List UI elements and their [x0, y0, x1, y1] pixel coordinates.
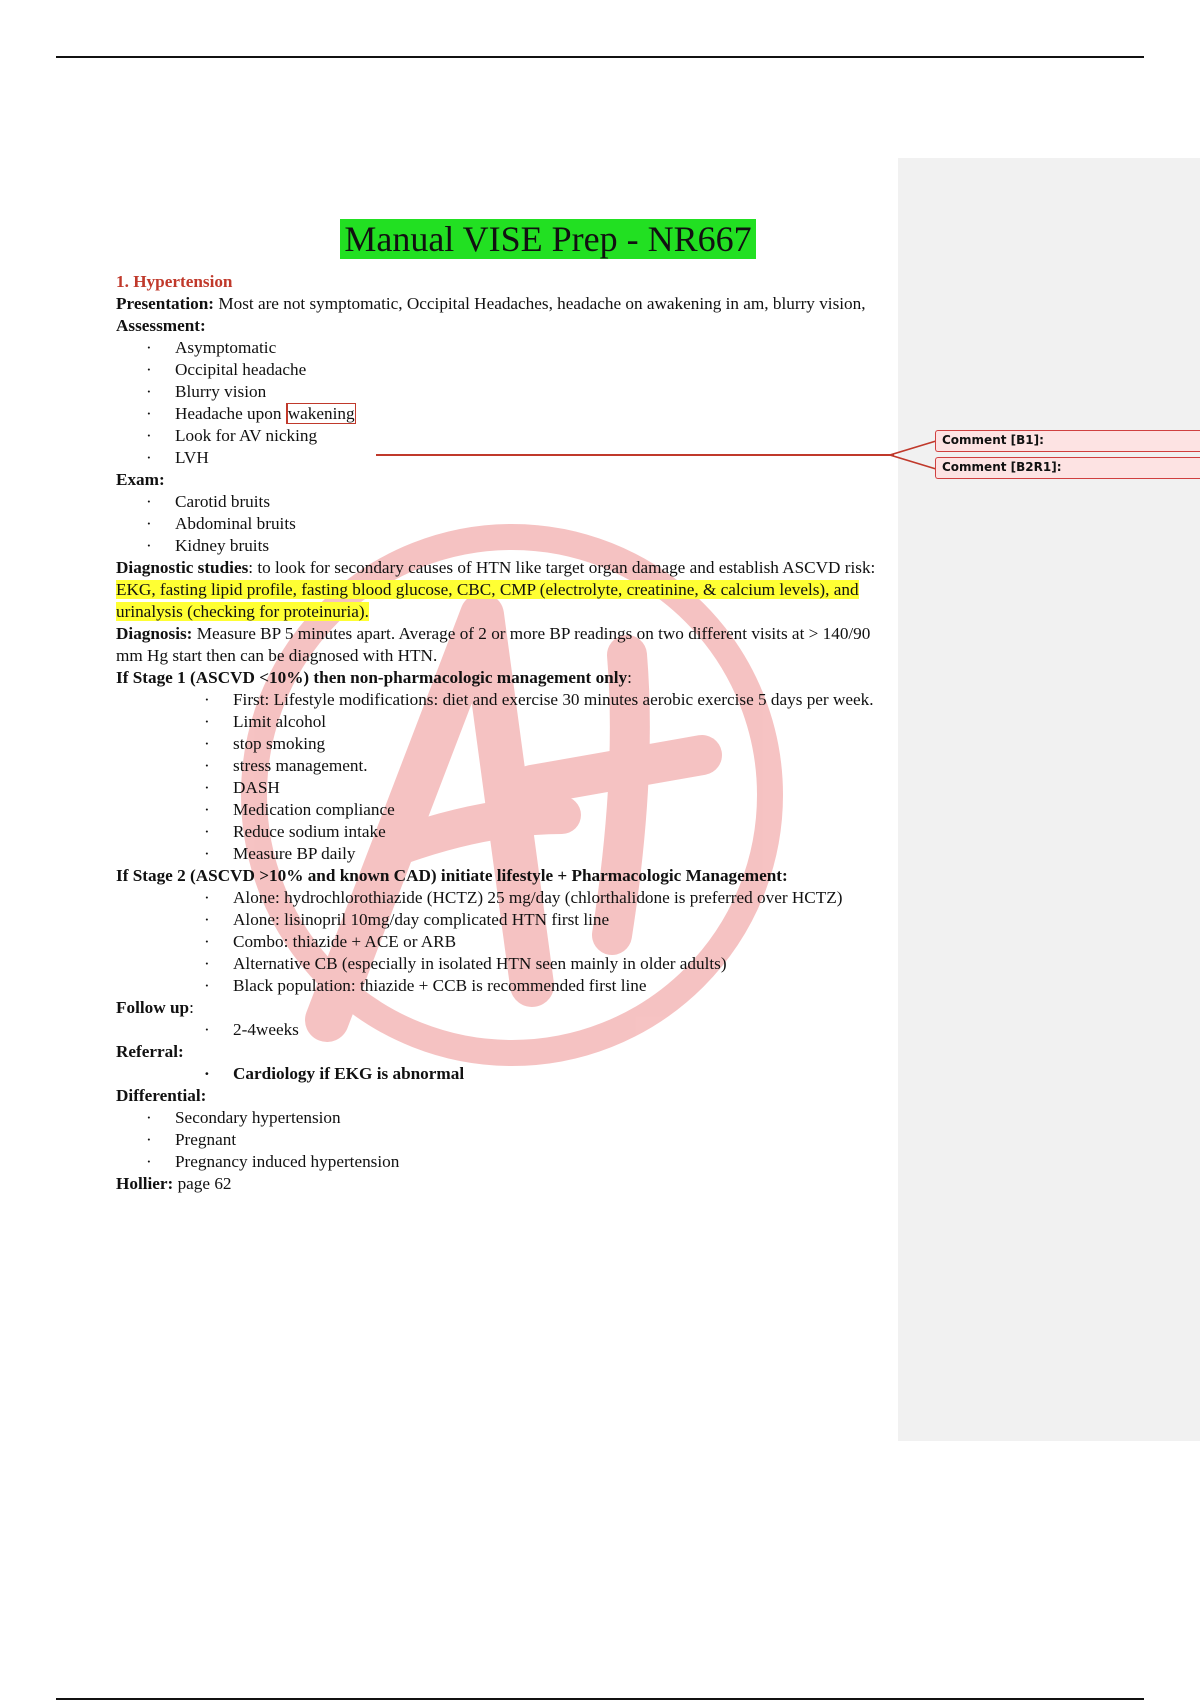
list-item: · Pregnancy induced hypertension	[116, 1151, 876, 1173]
comment-anchor[interactable]: wakening	[287, 404, 355, 423]
list-item: · Asymptomatic	[116, 337, 876, 359]
list-item: · stress management.	[116, 755, 876, 777]
top-rule	[56, 56, 1144, 58]
diagnosis-text: Measure BP 5 minutes apart. Average of 2 or more BP readings on two different visits at > 140/90 mm Hg start then can be diagnosed with HTN.	[116, 624, 871, 665]
hollier-text: page 62	[173, 1174, 232, 1193]
follow-up-label: Follow up	[116, 998, 190, 1017]
assessment-label: Assessment:	[116, 316, 206, 335]
presentation-paragraph	[116, 293, 876, 315]
presentation-text: Most are not symptomatic, Occipital Headaches, headache on awakening in am, blurry vision,	[214, 294, 866, 313]
list-item: · Secondary hypertension	[116, 1107, 876, 1129]
list-item: · Kidney bruits	[116, 535, 876, 557]
follow-up-heading	[116, 997, 876, 1019]
stage1-suffix: :	[627, 668, 632, 687]
document-title	[0, 218, 1096, 260]
stage2-list	[116, 887, 876, 997]
exam-label: Exam:	[116, 470, 165, 489]
comment-b1[interactable]: Comment [B1]:	[935, 430, 1200, 452]
list-item: · Alternative CB (especially in isolated HTN seen mainly in older adults)	[116, 953, 876, 975]
list-item: · First: Lifestyle modifications: diet and exercise 30 minutes aerobic exercise 5 days per week.	[116, 689, 876, 711]
diagnosis-label: Diagnosis:	[116, 624, 193, 643]
hollier-paragraph	[116, 1173, 876, 1195]
comment-connector-fork	[890, 436, 938, 480]
diagnosis-paragraph	[116, 623, 876, 667]
list-item: · Look for AV nicking	[116, 425, 876, 447]
diagnostic-studies-label: Diagnostic studies	[116, 558, 249, 577]
presentation-label: Presentation:	[116, 294, 215, 313]
referral-label: Referral:	[116, 1042, 184, 1061]
comment-connector-line	[376, 454, 894, 456]
follow-up-list	[116, 1019, 876, 1041]
list-item: · Occipital headache	[116, 359, 876, 381]
stage1-list	[116, 689, 876, 865]
list-item-text: Headache upon	[175, 404, 286, 423]
stage1-label: If Stage 1 (ASCVD <10%) then non-pharmacologic management only	[116, 668, 628, 687]
list-item: · LVH	[116, 447, 876, 469]
diagnostic-studies-text: : to look for secondary causes of HTN like target organ damage and establish ASCVD risk:	[248, 558, 876, 577]
list-item: · DASH	[116, 777, 876, 799]
exam-list	[116, 491, 876, 557]
list-item: · Black population: thiazide + CCB is recommended first line	[116, 975, 876, 997]
list-item: · 2-4weeks	[116, 1019, 876, 1041]
list-item: · Cardiology if EKG is abnormal	[116, 1063, 876, 1085]
diagnostic-studies-paragraph	[116, 557, 876, 623]
highlighted-tests: EKG, fasting lipid profile, fasting blood glucose, CBC, CMP (electrolyte, creatinine, & calcium levels), and urinalysis (checking for proteinuria).	[116, 580, 859, 621]
differential-label: Differential:	[116, 1086, 207, 1105]
stage1-heading	[116, 667, 876, 689]
list-item: · Blurry vision	[116, 381, 876, 403]
hollier-label: Hollier:	[116, 1174, 174, 1193]
list-item: · Pregnant	[116, 1129, 876, 1151]
list-item: · Measure BP daily	[116, 843, 876, 865]
stage2-label: If Stage 2 (ASCVD >10% and known CAD) initiate lifestyle + Pharmacologic Management:	[116, 866, 788, 885]
referral-list	[116, 1063, 876, 1085]
assessment-list	[116, 337, 876, 469]
comment-pane	[898, 158, 1200, 1441]
list-item: · Abdominal bruits	[116, 513, 876, 535]
document-body	[116, 271, 876, 1195]
list-item: · Carotid bruits	[116, 491, 876, 513]
list-item: · stop smoking	[116, 733, 876, 755]
section-heading: 1. Hypertension	[116, 272, 233, 291]
list-item: · Reduce sodium intake	[116, 821, 876, 843]
document-title-text: Manual VISE Prep - NR667	[340, 219, 755, 259]
list-item: · Alone: lisinopril 10mg/day complicated HTN first line	[116, 909, 876, 931]
list-item: · Alone: hydrochlorothiazide (HCTZ) 25 mg/day (chlorthalidone is preferred over HCTZ)	[116, 887, 876, 909]
list-item: · Limit alcohol	[116, 711, 876, 733]
list-item: · Combo: thiazide + ACE or ARB	[116, 931, 876, 953]
list-item: · Medication compliance	[116, 799, 876, 821]
differential-list	[116, 1107, 876, 1173]
comment-b2r1[interactable]: Comment [B2R1]:	[935, 457, 1200, 479]
follow-up-suffix: :	[189, 998, 194, 1017]
list-item-commented	[116, 403, 876, 425]
